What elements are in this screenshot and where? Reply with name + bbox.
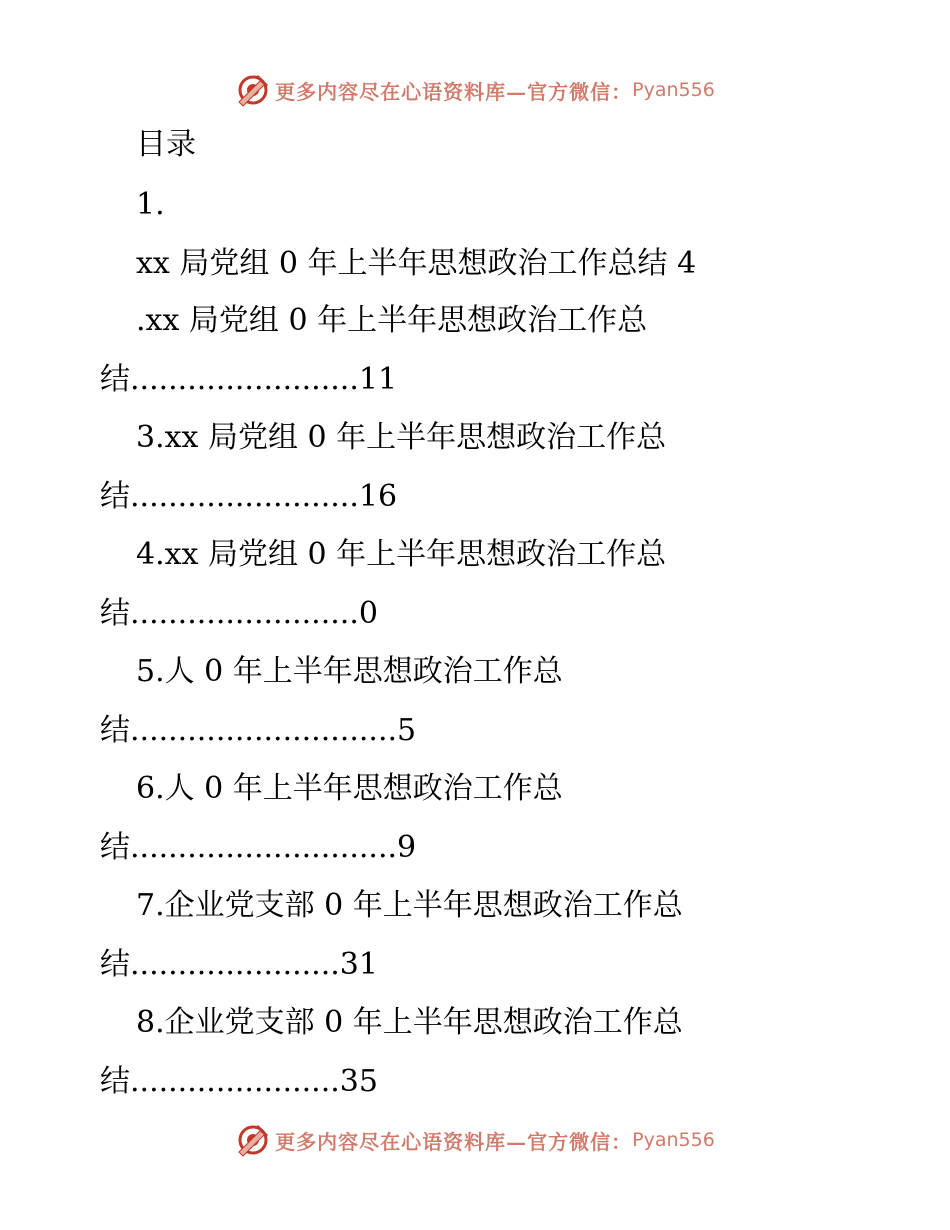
toc-line: 结........................11 (100, 362, 398, 397)
toc-line: 结............................5 (100, 713, 417, 748)
toc-line: 5.人 0 年上半年思想政治工作总 (136, 654, 563, 689)
banner-wechat-id: Pyan556 (632, 79, 715, 101)
toc-line: 结........................16 (100, 479, 398, 514)
toc-line: 3.xx 局党组 0 年上半年思想政治工作总 (136, 420, 667, 455)
footer-watermark-banner (0, 1120, 950, 1160)
toc-line: 7.企业党支部 0 年上半年思想政治工作总 (136, 888, 683, 923)
toc-line: 结........................0 (100, 596, 378, 631)
pen-circle-logo-icon (235, 1122, 271, 1158)
toc-line: 4.xx 局党组 0 年上半年思想政治工作总 (136, 537, 667, 572)
toc-line: xx 局党组 0 年上半年思想政治工作总结 4 (136, 246, 697, 281)
toc-heading: 目录 (136, 127, 196, 162)
toc-line: 6.人 0 年上半年思想政治工作总 (136, 771, 563, 806)
banner-text: 更多内容尽在心语资料库—官方微信： (275, 79, 633, 104)
toc-line: 1. (136, 187, 165, 222)
toc-line: 结......................31 (100, 947, 378, 982)
banner-wechat-id: Pyan556 (632, 1129, 715, 1151)
toc-line: 结......................35 (100, 1064, 378, 1099)
toc-line: .xx 局党组 0 年上半年思想政治工作总 (136, 303, 648, 338)
toc-line: 结............................9 (100, 830, 417, 865)
toc-line: 8.企业党支部 0 年上半年思想政治工作总 (136, 1005, 683, 1040)
banner-text: 更多内容尽在心语资料库—官方微信： (275, 1129, 633, 1154)
